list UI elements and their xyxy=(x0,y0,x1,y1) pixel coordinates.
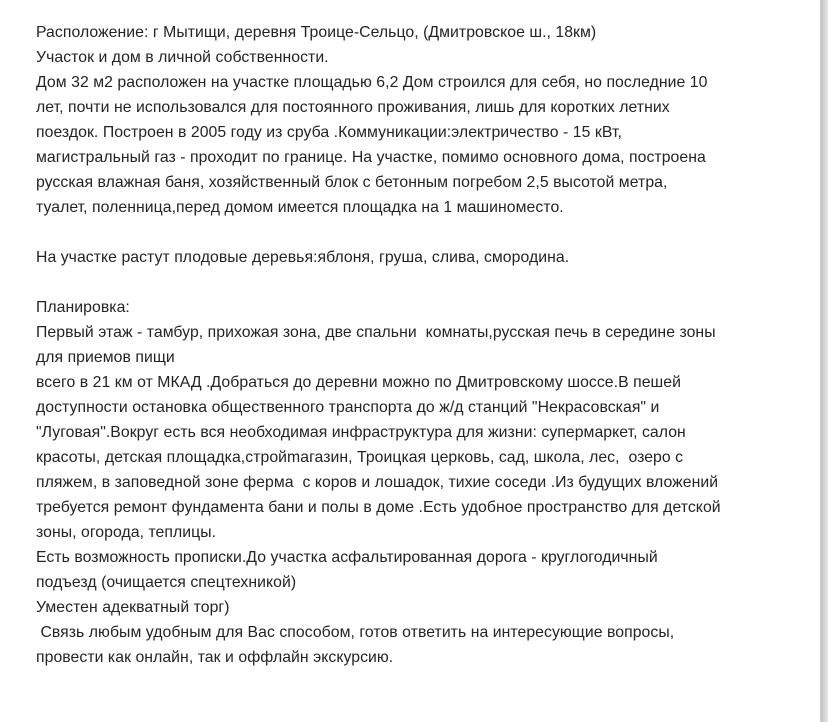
text-line: Связь любым удобным для Вас способом, готов ответить на интересующие вопросы, xyxy=(36,624,675,641)
text-line-trees: На участке растут плодовые деревья:яблоня, груша, слива, смородина. xyxy=(36,249,570,266)
text-line: подъезд (очищается спецтехникой) xyxy=(36,574,297,591)
text-line: Участок и дом в личной собственности. xyxy=(36,49,329,66)
section-heading-layout: Планировка: xyxy=(36,299,130,316)
text-line: магистральный газ - проходит по границе. На участке, помимо основного дома, построена xyxy=(36,149,706,166)
text-line: требуется ремонт фундамента бани и полы в доме .Есть удобное пространство для детской xyxy=(36,499,721,516)
text-line: лет, почти не использовался для постоянного проживания, лишь для коротких летних xyxy=(36,99,670,116)
text-line: провести как онлайн, так и оффлайн экскурсию. xyxy=(36,649,394,666)
text-line: русская влажная баня, хозяйственный блок с бетонным погребом 2,5 высотой метра, xyxy=(36,174,668,191)
paragraph-gap xyxy=(36,270,796,295)
paragraph-gap xyxy=(36,220,796,245)
text-line: красоты, детская площадка,стройmагазин, Троицкая церковь, сад, школа, лес, озеро с xyxy=(36,449,684,466)
text-line: зоны, огорода, теплицы. xyxy=(36,524,217,541)
text-line: поездок. Построен в 2005 году из сруба .Коммуникации:электричество - 15 кВт, xyxy=(36,124,622,141)
text-line: доступности остановка общественного транспорта до ж/д станций "Некрасовская" и xyxy=(36,399,660,416)
text-line-location: Расположение: г Мытищи, деревня Троице-Сельцо, (Дмитровское ш., 18км) xyxy=(36,24,597,41)
text-line: Есть возможность прописки.До участка асфальтированная дорога - круглогодичный xyxy=(36,549,658,566)
page-edge-shadow xyxy=(821,0,828,722)
text-line: для приемов пищи xyxy=(36,349,175,366)
listing-text xyxy=(36,20,796,670)
text-line: Первый этаж - тамбур, прихожая зона, две спальни комнаты,русская печь в середине зоны xyxy=(36,324,716,341)
text-line: "Луговая".Вокруг есть вся необходимая инфраструктура для жизни: супермаркет, салон xyxy=(36,424,686,441)
text-line: Дом 32 м2 расположен на участке площадью 6,2 Дом строился для себя, но последние 10 xyxy=(36,74,708,91)
text-line: всего в 21 км от МКАД .Добраться до деревни можно по Дмитровскому шоссе.В пешей xyxy=(36,374,681,391)
text-line: туалет, поленница,перед домом имеется площадка на 1 машиноместо. xyxy=(36,199,564,216)
text-line: пляжем, в заповедной зоне ферма с коров и лошадок, тихие соседи .Из будущих вложений xyxy=(36,474,719,491)
text-line: Уместен адекватный торг) xyxy=(36,599,230,616)
